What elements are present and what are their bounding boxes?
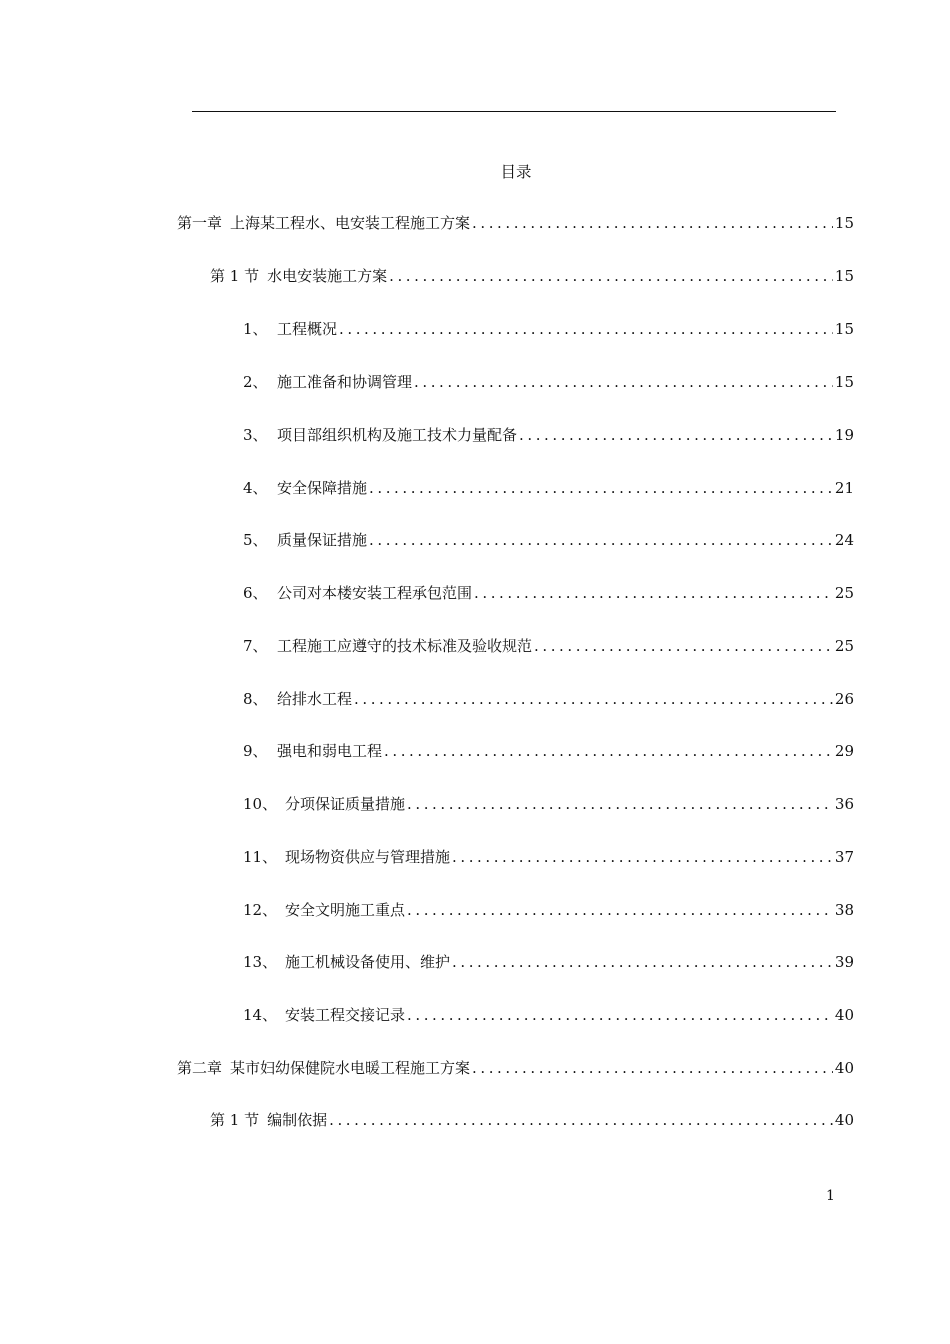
toc-entry-item-2[interactable] (243, 372, 854, 392)
toc-entry-number: 第二章 (177, 1059, 223, 1077)
dot-leader (452, 952, 833, 972)
toc-entry-item-11[interactable] (243, 847, 854, 867)
toc-entry-number: 12、 (243, 901, 278, 919)
dot-leader (414, 372, 833, 392)
toc-entry-page: 24 (834, 531, 854, 549)
toc-entry-number: 3、 (243, 426, 268, 444)
dot-leader (407, 1005, 833, 1025)
dot-leader (369, 478, 833, 498)
dot-leader (407, 900, 833, 920)
toc-entry-page: 21 (834, 479, 854, 497)
toc-entry-item-12[interactable] (243, 900, 854, 920)
toc-entry-text: 质量保证措施 (277, 531, 368, 549)
toc-entry-text: 工程施工应遵守的技术标准及验收规范 (277, 637, 533, 655)
toc-entry-item-4[interactable] (243, 478, 854, 498)
toc-entry-section-1-1[interactable] (210, 266, 854, 286)
toc-entry-number: 9、 (243, 742, 268, 760)
toc-entry-page: 25 (834, 637, 854, 655)
toc-entry-item-3[interactable] (243, 425, 854, 445)
toc-entry-section-2-1[interactable] (210, 1110, 854, 1130)
toc-entry-number: 6、 (243, 584, 268, 602)
toc-entry-text: 安装工程交接记录 (285, 1006, 406, 1024)
dot-leader (329, 1110, 833, 1130)
toc-entry-page: 26 (834, 690, 854, 708)
toc-entry-page: 40 (834, 1006, 854, 1024)
dot-leader (472, 213, 833, 233)
toc-entry-page: 40 (834, 1059, 854, 1077)
toc-entry-text: 给排水工程 (277, 690, 353, 708)
toc-entry-number: 第 1 节 (210, 267, 260, 285)
toc-entry-page: 25 (834, 584, 854, 602)
header-rule (192, 111, 836, 112)
toc-entry-number: 14、 (243, 1006, 278, 1024)
dot-leader (534, 636, 833, 656)
toc-entry-number: 11、 (243, 848, 278, 866)
toc-entry-page: 15 (834, 320, 854, 338)
toc-entry-item-5[interactable] (243, 530, 854, 550)
toc-entry-text: 强电和弱电工程 (277, 742, 383, 760)
toc-entry-number: 1、 (243, 320, 268, 338)
toc-entry-item-14[interactable] (243, 1005, 854, 1025)
toc-entry-text: 施工准备和协调管理 (277, 373, 413, 391)
toc-entry-text: 水电安装施工方案 (267, 267, 388, 285)
toc-entry-text: 安全文明施工重点 (285, 901, 406, 919)
toc-entry-number: 7、 (243, 637, 268, 655)
toc-entry-page: 40 (834, 1111, 854, 1129)
toc-entry-item-10[interactable] (243, 794, 854, 814)
dot-leader (384, 741, 833, 761)
dot-leader (474, 583, 833, 603)
dot-leader (354, 689, 833, 709)
toc-entry-item-6[interactable] (243, 583, 854, 603)
toc-entry-page: 36 (834, 795, 854, 813)
page-number: 1 (826, 1188, 835, 1204)
toc-entry-page: 38 (834, 901, 854, 919)
toc-entry-number: 第 1 节 (210, 1111, 260, 1129)
toc-entry-number: 第一章 (177, 214, 223, 232)
dot-leader (407, 794, 833, 814)
dot-leader (519, 425, 833, 445)
toc-entry-number: 4、 (243, 479, 268, 497)
toc-entry-page: 39 (834, 953, 854, 971)
toc-entry-page: 15 (834, 267, 854, 285)
dot-leader (389, 266, 833, 286)
toc-entry-page: 15 (834, 373, 854, 391)
toc-entry-page: 37 (834, 848, 854, 866)
toc-entry-chapter-2[interactable] (177, 1058, 854, 1078)
toc-entry-item-7[interactable] (243, 636, 854, 656)
toc-entry-number: 13、 (243, 953, 278, 971)
toc-entry-text: 施工机械设备使用、维护 (285, 953, 451, 971)
toc-entry-number: 2、 (243, 373, 268, 391)
toc-entry-page: 15 (834, 214, 854, 232)
toc-entry-number: 10、 (243, 795, 278, 813)
dot-leader (339, 319, 833, 339)
toc-entry-item-13[interactable] (243, 952, 854, 972)
toc-entry-text: 公司对本楼安装工程承包范围 (277, 584, 473, 602)
toc-entry-text: 安全保障措施 (277, 479, 368, 497)
toc-entry-number: 5、 (243, 531, 268, 549)
toc-entry-text: 某市妇幼保健院水电暖工程施工方案 (230, 1059, 471, 1077)
toc-title: 目录 (500, 163, 532, 181)
toc-entry-text: 现场物资供应与管理措施 (285, 848, 451, 866)
toc-entry-text: 编制依据 (267, 1111, 328, 1129)
toc-entry-page: 19 (834, 426, 854, 444)
toc-entry-text: 上海某工程水、电安装工程施工方案 (230, 214, 471, 232)
toc-entry-chapter-1[interactable] (177, 213, 854, 233)
dot-leader (452, 847, 833, 867)
toc-entry-item-8[interactable] (243, 689, 854, 709)
toc-entry-page: 29 (834, 742, 854, 760)
toc-entry-text: 工程概况 (277, 320, 338, 338)
toc-entry-text: 项目部组织机构及施工技术力量配备 (277, 426, 518, 444)
toc-entry-text: 分项保证质量措施 (285, 795, 406, 813)
dot-leader (369, 530, 833, 550)
toc-entry-number: 8、 (243, 690, 268, 708)
toc-entry-item-1[interactable] (243, 319, 854, 339)
toc-entry-item-9[interactable] (243, 741, 854, 761)
dot-leader (472, 1058, 833, 1078)
